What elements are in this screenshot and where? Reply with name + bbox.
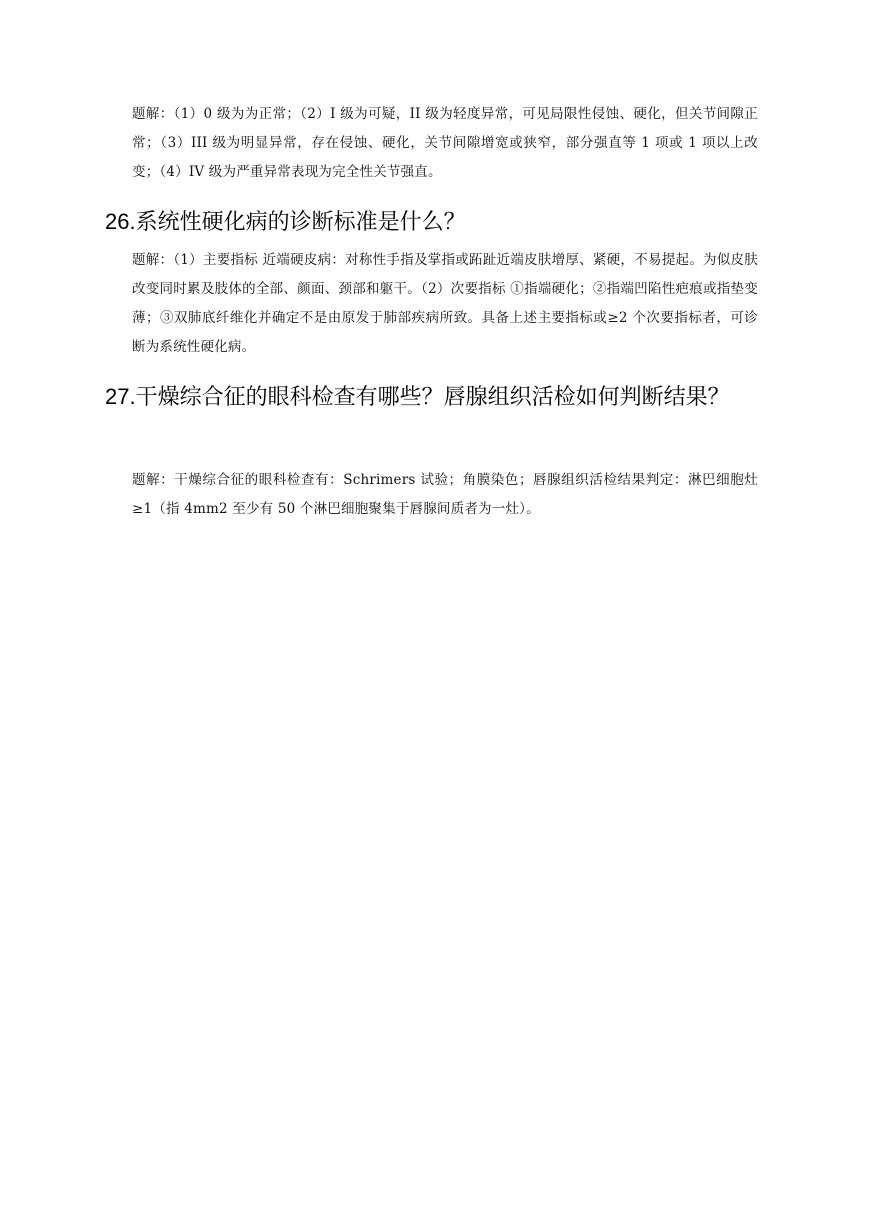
- answer-paragraph-25: 题解：（1）0 级为为正常；（2）I 级为可疑，II 级为轻度异常，可见局限性侵蚀、硬化，但关节间隙正常；（3）III 级为明显异常，存在侵蚀、硬化，关节间隙增宽或狭窄，部分强直等 1 项或 1 项以上改变；（4）IV 级为严重异常表现为完全性关节强直。: [132, 106, 758, 180]
- question-number-26: 26.: [105, 209, 136, 234]
- question-title-27: 干燥综合征的眼科检查有哪些？唇腺组织活检如何判断结果？: [135, 385, 730, 410]
- answer-paragraph-27: 题解：干燥综合征的眼科检查有：Schrimers 试验；角膜染色；唇腺组织活检结果判定：淋巴细胞灶≥1（指 4mm2 至少有 50 个淋巴细胞聚集于唇腺间质者为一灶）。: [132, 472, 758, 517]
- question-heading-26: [105, 202, 745, 243]
- answer-paragraph-26: 题解：（1）主要指标 近端硬皮病：对称性手指及掌指或跖趾近端皮肤增厚、紧硬，不易提起。为似皮肤改变同时累及肢体的全部、颜面、颈部和躯干。（2）次要指标 ①指端硬化；②指端凹陷性疤痕或指垫变薄；③双肺底纤维化并确定不是由原发于肺部疾病所致。具备上述主要指标或≥2 个次要指标者，可诊断为系统性硬化病。: [132, 252, 758, 355]
- question-number-27: 27.: [105, 384, 136, 409]
- question-title-26: 系统性硬化病的诊断标准是什么？: [135, 210, 466, 235]
- question-heading-27: [105, 377, 745, 418]
